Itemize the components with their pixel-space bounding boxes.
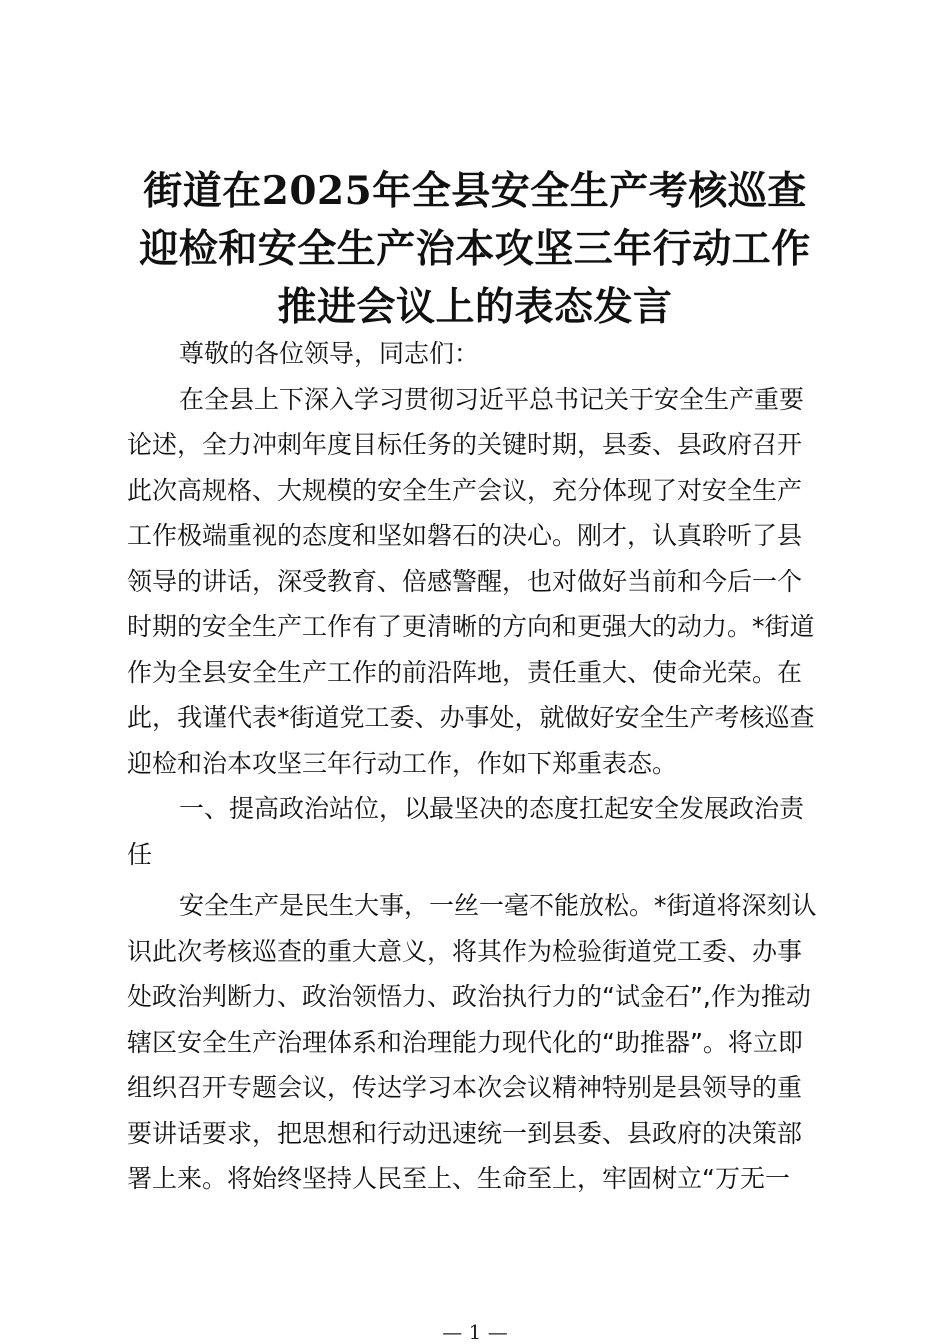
heading-line: 任 xyxy=(127,839,153,869)
document-body xyxy=(127,331,832,1202)
paragraph-line: 迎检和治本攻坚三年行动工作，作如下郑重表态。 xyxy=(127,748,678,778)
paragraph-line: 时期的安全生产工作有了更清晰的方向和更强大的动力。*街道 xyxy=(127,612,815,641)
title-line: 街道在2025年全县安全生产考核巡查 xyxy=(143,168,807,214)
paragraph-line: 此，我谨代表*街道党工委、办事处，就做好安全生产考核巡查 xyxy=(127,703,815,732)
paragraph-1 xyxy=(127,377,832,787)
paragraph-line: 作为全县安全生产工作的前沿阵地，责任重大、使命光荣。在 xyxy=(127,657,803,687)
paragraph-line: 安全生产是民生大事，一丝一毫不能放松。*街道将深刻认 xyxy=(179,891,817,920)
paragraph-line: 辖区安全生产治理体系和治理能力现代化的“助推器”。将立即 xyxy=(127,1027,803,1057)
heading-line: 一、提高政治站位，以最坚决的态度扛起安全发展政治责 xyxy=(179,794,805,823)
paragraph-line: 要讲话要求，把思想和行动迅速统一到县委、县政府的决策部 xyxy=(127,1118,803,1148)
paragraph-line: 署上来。将始终坚持人民至上、生命至上，牢固树立“万无一 xyxy=(127,1164,790,1193)
paragraph-line: 此次高规格、大规模的安全生产会议，充分体现了对安全生产 xyxy=(127,475,803,505)
paragraph-line: 在全县上下深入学习贯彻习近平总书记关于安全生产重要 xyxy=(179,384,805,414)
page-number: — 1 — xyxy=(442,1320,508,1344)
paragraph-line: 论述，全力冲刺年度目标任务的关键时期，县委、县政府召开 xyxy=(127,430,803,459)
paragraph-line: 处政治判断力、政治领悟力、政治执行力的“试金石”,作为推动 xyxy=(127,982,811,1011)
paragraph-2 xyxy=(127,883,832,1202)
title-line: 迎检和安全生产治本攻坚三年行动工作 xyxy=(139,226,811,272)
section-heading-1 xyxy=(127,786,832,877)
paragraph-line: 识此次考核巡查的重大意义，将其作为检验街道党工委、办事 xyxy=(127,936,803,966)
title-line: 推进会议上的表态发言 xyxy=(277,284,673,330)
document-title xyxy=(100,162,850,336)
paragraph-line: 工作极端重视的态度和坚如磐石的决心。刚才，认真聆听了县 xyxy=(127,521,803,550)
salutation: 尊敬的各位领导，同志们： xyxy=(179,339,480,368)
paragraph-line: 组织召开专题会议，传达学习本次会议精神特别是县领导的重 xyxy=(127,1073,803,1102)
paragraph-line: 领导的讲话，深受教育、倍感警醒，也对做好当前和今后一个 xyxy=(127,566,803,596)
